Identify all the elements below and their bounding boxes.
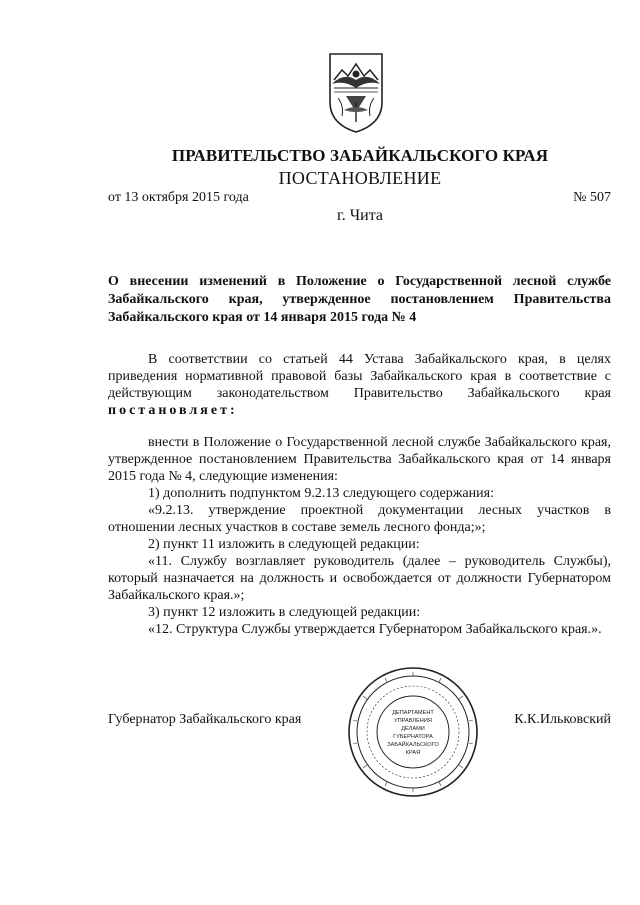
stamp-line-6: КРАЯ xyxy=(405,750,421,756)
change-item-2-text: «11. Службу возглавляет руководитель (далее – руководитель Службы), который назначается на должность и освобождается от должности Губернатором Забайкальского края.»; xyxy=(108,554,611,603)
document-number: № 507 xyxy=(573,190,611,205)
signer-title: Губернатор Забайкальского края xyxy=(108,712,302,727)
stamp-line-2: УПРАВЛЕНИЯ xyxy=(394,718,432,724)
change-item-2: 2) пункт 11 изложить в следующей редакции: xyxy=(148,537,420,552)
changes-block xyxy=(108,434,611,638)
change-item-3-text: «12. Структура Службы утверждается Губернатором Забайкальского края.». xyxy=(148,622,602,637)
stamp-line-5: ЗАБАЙКАЛЬСКОГО xyxy=(387,742,439,748)
change-item-3: 3) пункт 12 изложить в следующей редакции: xyxy=(148,605,421,620)
document-date: от 13 октября 2015 года xyxy=(108,190,249,205)
change-item-1-text: «9.2.13. утверждение проектной документации лесных участков в отношении лесных участков в составе земель лесного фонда;»; xyxy=(108,503,611,535)
organization-name: ПРАВИТЕЛЬСТВО ЗАБАЙКАЛЬСКОГО КРАЯ xyxy=(171,146,549,165)
document-subject: О внесении изменений в Положение о Государственной лесной службе Забайкальского края, утвержденное постановлением Правительства Забайкальского края от 14 января 2015 года № 4 xyxy=(108,274,611,325)
stamp-line-3: ДЕЛАМИ xyxy=(401,726,425,732)
intro-paragraph-block xyxy=(108,351,611,419)
signer-name: К.К.Ильковский xyxy=(514,712,611,727)
changes-lead: внести в Положение о Государственной лесной службе Забайкальского края, утвержденное постановлением Правительства Забайкальского края от 14 января 2015 года № 4, следующие изменения: xyxy=(108,435,611,484)
stamp-line-1: ДЕПАРТАМЕНТ xyxy=(392,710,434,716)
stamp-line-4: ГУБЕРНАТОРА xyxy=(393,734,433,740)
document-type: ПОСТАНОВЛЕНИЕ xyxy=(278,168,442,188)
decree-word: постановляет: xyxy=(108,403,238,418)
intro-paragraph xyxy=(108,351,611,419)
change-item-1: 1) дополнить подпунктом 9.2.13 следующего содержания: xyxy=(148,486,494,501)
coat-of-arms-emblem xyxy=(324,50,388,134)
official-stamp xyxy=(345,664,481,800)
document-city: г. Чита xyxy=(336,207,383,224)
intro-text: В соответствии со статьей 44 Устава Забайкальского края, в целях приведения нормативной правовой базы Забайкальского края в соответствие с действующим законодательством Правительство Забайкальского края xyxy=(108,352,611,401)
